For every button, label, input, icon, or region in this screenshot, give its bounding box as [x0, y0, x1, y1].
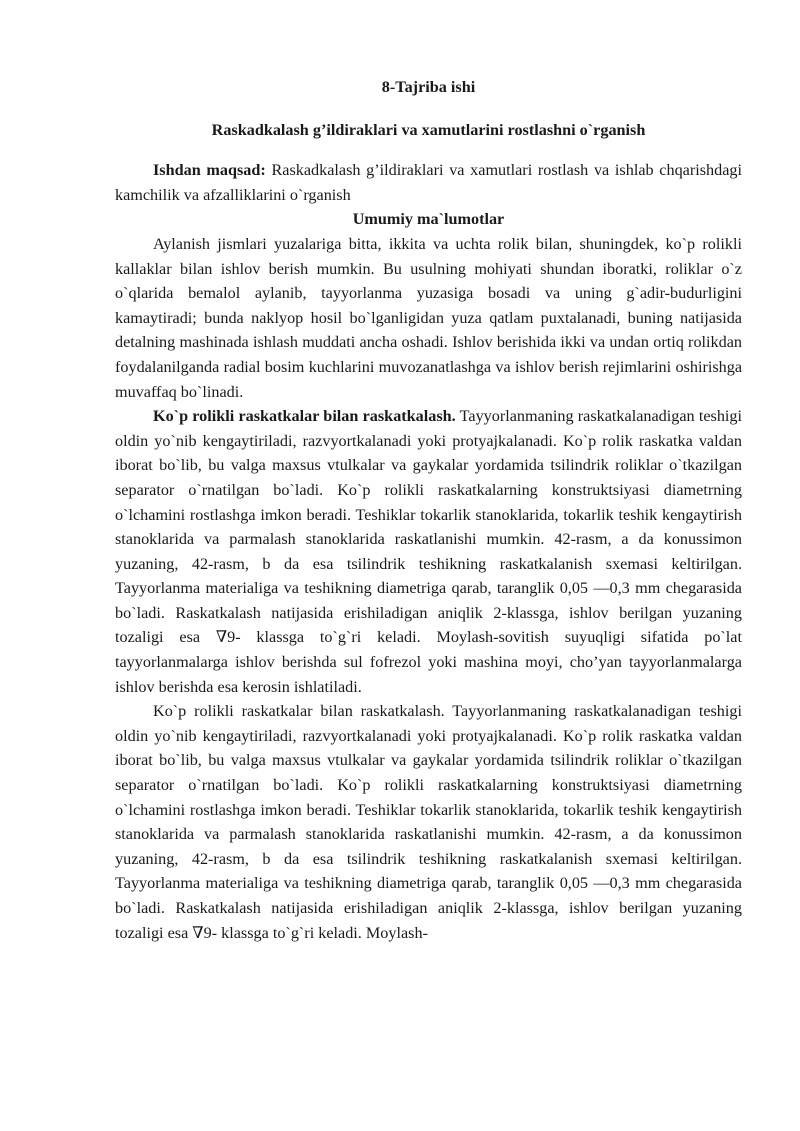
purpose-paragraph: [115, 158, 742, 207]
section-heading: Umumiy ma`lumotlar: [352, 210, 505, 229]
purpose-text: Raskadkalash g’ildiraklari va xamutlari rostlash va ishlab chqarishdagi kamchilik va afzalliklarini o`rganish: [115, 161, 743, 204]
main-title: Raskadkalash g’ildiraklari va xamutlarini rostlashni o`rganish: [211, 120, 646, 139]
paragraph-2-heading: Ko`p rolikli raskatkalar bilan raskatkalash.: [153, 407, 456, 426]
paragraph-2: [115, 404, 742, 699]
document-body: [115, 75, 742, 945]
purpose-label: Ishdan maqsad:: [153, 161, 266, 180]
paragraph-2-text: Tayyorlanmaning raskatkalanadigan teshigi oldin yo`nib kengaytiriladi, razvyortkalanadi yoki protyajkalanadi. Ko`p rolik raskatka valdan iborat bo`lib, bu valga maxsus vtulkalar va gaykalar yordamida tsilindrik roliklar o`tkazilgan separator o`rnatilgan bo`ladi. Ko`p rolikli raskatkalarning konstruktsiyasi diametrning o`lchamini rostlashga imkon beradi. Teshiklar tokarlik stanoklarida, tokarlik teshik kengaytirish stanoklarida va parmalash stanoklarida raskatlanishi mumkin. 42-rasm, a da konussimon yuzaning, 42-rasm, b da esa tsilindrik teshikning raskatkalanish sxemasi keltirilgan. Tayyorlanma materialiga va teshikning diametriga qarab, taranglik 0,05 —0,3 mm chegarasida bo`ladi. Raskatkalash natijasida erishiladigan aniqlik 2-klassga, ishlov berilgan yuzaning tozaligi esa ∇9- klassga to`g`ri keladi. Moylash-sovitish suyuqligi sifatida po`lat tayyorlanmalarga ishlov berishda sul fofrezol yoki mashina moyi, cho’yan tayyorlanmalarga ishlov berishda esa kerosin ishlatiladi.: [115, 407, 742, 696]
paragraph-1: Aylanish jismlari yuzalariga bitta, ikkita va uchta rolik bilan, shuningdek, ko`p rolikli kallaklar bilan ishlov berish mumkin. Bu usulning mohiyati shundan iboratki, roliklar o`z o`qlarida bemalol aylanib, tayyorlanma yuzasiga bosadi va uning g`adir-budurligini kamaytiradi; bunda naklyop hosil bo`lganligidan yuza qatlam puxtalanadi, buning natijasida detalning mashinada ishlash muddati ancha oshadi. Ishlov berishida ikki va undan ortiq rolikdan foydalanilganda radial bosim kuchlarini muvozanatlashga va ishlov berish rejimlarini oshirishga muvaffaq bo`linadi.: [115, 234, 742, 401]
paragraph-3: Ko`p rolikli raskatkalar bilan raskatkalash. Tayyorlanmaning raskatkalanadigan teshigi oldin yo`nib kengaytiriladi, razvyortkalanadi yoki protyajkalanadi. Ko`p rolik raskatka valdan iborat bo`lib, bu valga maxsus vtulkalar va gaykalar yordamida tsilindrik roliklar o`tkazilgan separator o`rnatilgan bo`ladi. Ko`p rolikli raskatkalarning konstruktsiyasi diametrning o`lchamini rostlashga imkon beradi. Teshiklar tokarlik stanoklarida, tokarlik teshik kengaytirish stanoklarida va parmalash stanoklarida raskatlanishi mumkin. 42-rasm, a da konussimon yuzaning, 42-rasm, b da esa tsilindrik teshikning raskatkalanish sxemasi keltirilgan. Tayyorlanma materialiga va teshikning diametriga qarab, taranglik 0,05 —0,3 mm chegarasida bo`ladi. Raskatkalash natijasida erishiladigan aniqlik 2-klassga, ishlov berilgan yuzaning tozaligi esa ∇9- klassga to`g`ri keladi. Moylash-: [115, 702, 742, 942]
lab-title: 8-Tajriba ishi: [381, 78, 476, 96]
